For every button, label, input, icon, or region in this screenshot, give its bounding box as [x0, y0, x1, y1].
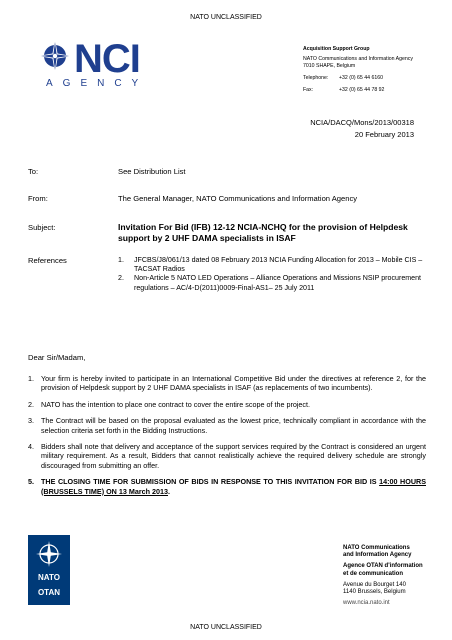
- nato-otan-logo: [28, 535, 70, 605]
- fax-row: [303, 87, 413, 94]
- footer-address: [343, 545, 423, 607]
- closing-text-lead: THE CLOSING TIME FOR SUBMISSION OF BIDS IN RESPONSE TO THIS INVITATION FOR BID IS: [41, 477, 380, 487]
- agency-name-en-2: and Information Agency: [343, 552, 412, 559]
- from-label: From:: [28, 194, 48, 203]
- paragraph-text: NATO has the intention to place one contract to cover the entire scope of the project.: [41, 399, 311, 409]
- references-list: [118, 256, 438, 293]
- paragraph: [28, 400, 426, 409]
- from-value: The General Manager, NATO Communications and Information Agency: [118, 194, 358, 203]
- to-label: To:: [28, 167, 39, 176]
- closing-time-text: [41, 477, 426, 496]
- nato-star-icon: [28, 535, 70, 571]
- agency-name-fr-2: et de communication: [343, 570, 404, 577]
- nato-text: NATO: [38, 573, 60, 582]
- telephone-value: +32 (0) 65 44 6160: [339, 75, 383, 81]
- agency-name-fr-1: Agence OTAN d'information: [343, 563, 423, 570]
- classification-header: NATO UNCLASSIFIED: [190, 14, 262, 21]
- bid-deadline: 14:00 HOURS (BRUSSELS TIME) ON 13 March 2013: [41, 477, 426, 496]
- paragraph-number: 4.: [28, 442, 34, 452]
- nci-logo-text: NCI: [74, 37, 140, 81]
- reference-block: [310, 117, 414, 141]
- letter-date: 20 February 2013: [354, 130, 414, 139]
- sender-title: Acquisition Support Group: [303, 46, 370, 52]
- to-value: See Distribution List: [118, 167, 186, 176]
- paragraph: [28, 374, 426, 393]
- paragraph-text: Bidders shall note that delivery and acceptance of the support services required by the Contract is considered an urgent military requirement. As a result, Bidders that cannot realistically achieve the required delivery schedule are strongly discouraged from submitting an offer.: [41, 442, 426, 470]
- reference-number: NCIA/DACQ/Mons/2013/00318: [310, 118, 414, 127]
- sender-org-line2: 7010 SHAPE, Belgium: [303, 63, 356, 69]
- reference-text-1: JFCBS/J8/061/13 dated 08 February 2013 NCIA Funding Allocation for 2013 – Mobile CIS – TACSAT Radios: [134, 256, 423, 274]
- otan-text: OTAN: [37, 588, 61, 597]
- reference-item: [118, 274, 438, 292]
- fax-label: Fax:: [303, 87, 314, 93]
- paragraph-text: Your firm is hereby invited to participate in an International Competitive Bid under the directives at reference 2, for the provision of Helpdesk support by 2 UHF DAMA specialists in ISAF (as replacements of two incumbents).: [41, 374, 426, 393]
- paragraph: [28, 442, 426, 470]
- street-address: Avenue du Bourget 140: [343, 581, 406, 588]
- city-address: 1140 Brussels, Belgium: [343, 589, 406, 596]
- closing-text-end: .: [168, 486, 171, 496]
- fax-value: +32 (0) 65 44 78 92: [339, 87, 385, 93]
- paragraph: [28, 416, 426, 435]
- subject-label: Subject:: [28, 223, 56, 232]
- salutation: Dear Sir/Madam,: [28, 353, 86, 362]
- reference-number-2: 2.: [118, 274, 124, 283]
- paragraph-number: 5.: [28, 477, 34, 487]
- website-link[interactable]: www.ncia.nato.int: [343, 600, 390, 607]
- telephone-row: [303, 75, 413, 82]
- closing-time-paragraph: [28, 477, 426, 496]
- reference-item: [118, 256, 438, 274]
- paragraph-text: The Contract will be based on the proposal evaluated as the lowest price, technically compliant in accordance with the selection criteria set forth in the Bidding Instructions.: [41, 416, 426, 435]
- sender-org-line1: NATO Communications and Information Agency: [303, 56, 413, 62]
- agency-name-en-1: NATO Communications: [343, 545, 410, 551]
- paragraph-number: 3.: [28, 416, 34, 426]
- references-label: References: [28, 256, 67, 265]
- reference-text-2: Non-Article 5 NATO LED Operations – Alliance Operations and Missions NSIP procurement regulations – AC/4-D(2011)0009-Final-AS1– 25 July 2011: [134, 274, 422, 292]
- reference-number-1: 1.: [118, 256, 124, 264]
- classification-footer: NATO UNCLASSIFIED: [190, 624, 262, 631]
- telephone-label: Telephone:: [303, 75, 329, 81]
- compass-star-icon: [38, 39, 72, 73]
- agency-wordmark: AGENCY: [46, 78, 149, 89]
- sender-block: [303, 46, 413, 94]
- paragraph-number: 1.: [28, 374, 34, 383]
- body-paragraphs: [28, 374, 426, 503]
- paragraph-number: 2.: [28, 399, 34, 409]
- subject-value: Invitation For Bid (IFB) 12-12 NCIA-NCHQ for the provision of Helpdesk support by 2 UHF DAMA specialists in ISAF: [118, 222, 408, 243]
